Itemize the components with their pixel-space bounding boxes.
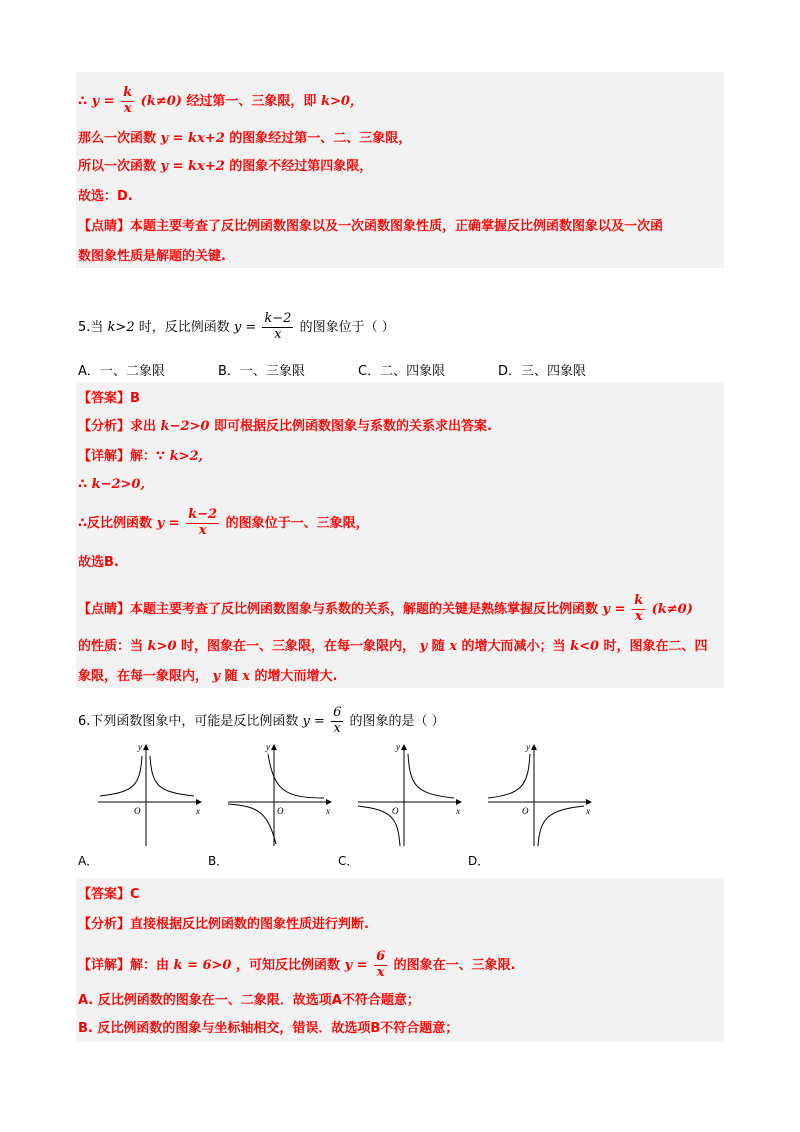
x-axis-arrow: [196, 799, 202, 805]
math-inequality: k<0: [570, 639, 600, 654]
q6-graph-c-label: C．: [338, 854, 359, 868]
q6-stem: [78, 706, 445, 737]
therefore-symbol: ∴: [78, 93, 88, 109]
q6-graph-d-label: D．: [468, 854, 490, 868]
q4-note-line2: 数图象性质是解题的关键.: [78, 249, 226, 264]
fraction-k-minus-2-over-x: [262, 312, 293, 343]
math-condition: k>2: [107, 319, 135, 335]
text: 【详解】解：∵: [78, 449, 166, 464]
q4-choice: 故选：D.: [78, 189, 133, 204]
text: 时，图象在二、四: [603, 639, 708, 654]
text: ∴反比例函数: [78, 515, 153, 531]
axis-label-x: x: [196, 806, 200, 816]
axis-label-x: x: [326, 806, 330, 816]
q6-graph-c[interactable]: [354, 742, 466, 850]
fraction-denominator: x: [198, 522, 207, 538]
q5-option-d[interactable]: D．三、四象限: [498, 364, 587, 379]
y-axis-arrow: [271, 744, 277, 750]
fraction-denominator: x: [333, 720, 341, 736]
origin-label: O: [522, 806, 529, 816]
curve-q2: [488, 754, 530, 798]
fraction-denominator: x: [274, 326, 282, 342]
x-axis-arrow: [456, 799, 462, 805]
text: 的增大而减小；当: [461, 639, 566, 654]
text: 6.下列函数图象中，可能是反比例函数: [78, 713, 299, 729]
math-y-eq: y =: [156, 515, 180, 531]
axis-label-y: y: [526, 742, 530, 752]
axis-label-x: x: [586, 806, 590, 816]
text: ，可知反比例函数: [236, 957, 341, 973]
q4-step-not-fourth: [78, 160, 372, 173]
math-condition: (k≠0): [140, 93, 182, 109]
origin-label: O: [277, 806, 284, 816]
text: 那么一次函数: [78, 131, 157, 146]
axis-label-x: x: [456, 806, 460, 816]
text: 象限，在每一象限内，: [78, 669, 209, 684]
q5-detail: [78, 450, 203, 463]
text: 【详解】解：由: [78, 957, 170, 973]
curve-q1: [150, 756, 194, 796]
q5-note-line3: [78, 670, 337, 683]
fraction-numerator: 6: [376, 949, 386, 964]
fraction-denominator: x: [123, 100, 132, 116]
q5-option-a[interactable]: A．一、二象限: [78, 364, 165, 379]
curve-q2: [100, 756, 142, 796]
y-axis-arrow: [531, 744, 537, 750]
math-y-eq: y =: [602, 601, 626, 617]
text: 的图象位于一、三象限，: [225, 515, 369, 531]
origin-label: O: [134, 806, 141, 816]
q6-answer: 【答案】C: [78, 887, 140, 902]
text: 时，图象在一、三象限，在每一象限内，: [181, 639, 416, 654]
x-axis-arrow: [326, 799, 332, 805]
fraction-numerator: 6: [333, 705, 342, 720]
text: 的图象的是（ ）: [349, 713, 445, 729]
y-axis-arrow: [401, 744, 407, 750]
text: 的增大而增大.: [254, 669, 338, 684]
axis-label-y: y: [266, 742, 270, 752]
math-var-y: y: [419, 639, 428, 654]
math-linear-function: y = kx+2: [160, 131, 225, 146]
math-inequality: k>2,: [169, 449, 204, 464]
text: 时，反比例函数: [138, 319, 230, 335]
q6-graph-a[interactable]: [94, 742, 206, 850]
fraction-6-over-x: [374, 950, 387, 981]
axis-label-y: y: [396, 742, 400, 752]
math-condition: (k≠0): [651, 601, 693, 617]
curve-q1: [408, 754, 454, 798]
fraction-6-over-x: [331, 706, 343, 737]
math-y-eq: y =: [344, 957, 368, 973]
fraction-numerator: k−2: [188, 507, 218, 522]
math-linear-function: y = kx+2: [160, 159, 225, 174]
q6-graph-a-label: A．: [78, 854, 99, 868]
q4-note-line1: 【点睛】本题主要考查了反比例函数图象以及一次函数图象性质，正确掌握反比例函数图象以及一次函: [78, 219, 664, 234]
q5-choice: 故选B.: [78, 555, 119, 570]
text: 的图象不经过第四象限，: [229, 159, 373, 174]
q6-detail: [78, 950, 516, 981]
math-k-positive: k>0，: [320, 93, 363, 109]
math-inequality: k−2>0,: [91, 477, 145, 492]
origin-label: O: [392, 806, 399, 816]
x-axis-arrow: [586, 799, 592, 805]
text: 5.当: [78, 319, 104, 335]
math-y-eq: y =: [233, 319, 257, 335]
fraction-numerator: k−2: [264, 311, 292, 326]
y-axis-arrow: [143, 744, 149, 750]
axis-label-y: y: [138, 742, 142, 752]
fraction-numerator: k: [634, 593, 644, 608]
text: 的图象在一、三象限.: [393, 957, 516, 973]
q5-option-b[interactable]: B．一、三象限: [218, 364, 305, 379]
therefore-symbol: ∴: [78, 477, 88, 492]
q6-analysis: 【分析】直接根据反比例函数的图象性质进行判断.: [78, 917, 369, 932]
curve-lower: [228, 804, 276, 844]
q4-step-linear-quadrants: [78, 132, 411, 145]
text: 随: [224, 669, 238, 684]
math-y-eq: y =: [91, 93, 115, 109]
text: 即可根据反比例函数图象与系数的关系求出答案.: [213, 419, 492, 434]
math-var-y: y: [212, 669, 221, 684]
text: 随: [431, 639, 445, 654]
text: 经过第一、三象限，即: [186, 93, 317, 109]
q5-note-line1: [78, 594, 693, 625]
math-k-value: k = 6>0: [173, 957, 232, 973]
curve-upper: [268, 754, 324, 798]
fraction-numerator: k: [123, 85, 133, 100]
fraction-k-over-x: [632, 594, 645, 625]
q6-graph-d[interactable]: [484, 742, 596, 850]
math-y-eq: y =: [302, 713, 325, 729]
math-var-x: x: [449, 639, 457, 654]
math-var-x: x: [242, 669, 250, 684]
math-inequality: k−2>0: [160, 419, 210, 434]
q5-note-line2: [78, 640, 708, 653]
fraction-denominator: x: [376, 964, 385, 980]
q6-graph-b[interactable]: [224, 742, 336, 850]
math-inequality: k>0: [147, 639, 177, 654]
q6-graph-b-label: B．: [208, 854, 229, 868]
fraction-denominator: x: [634, 608, 643, 624]
q6-option-a-explanation: A. 反比例函数的图象在一、二象限．故选项A不符合题意；: [78, 993, 420, 1008]
curve-q4: [538, 806, 584, 846]
text: 的图象经过第一、二、三象限，: [229, 131, 412, 146]
text: 所以一次函数: [78, 159, 157, 174]
q5-stem: [78, 312, 395, 343]
q4-step-therefore: [78, 86, 363, 117]
q5-step1: [78, 478, 145, 491]
fraction-k-minus-2-over-x: [186, 508, 219, 539]
q5-answer: 【答案】B: [78, 391, 140, 406]
fraction-k-over-x: [121, 86, 134, 117]
text: 的性质：当: [78, 639, 144, 654]
q5-analysis: [78, 420, 492, 433]
text: 的图象位于（ ）: [299, 319, 395, 335]
q6-option-b-explanation: B. 反比例函数的图象与坐标轴相交，错误．故选项B不符合题意；: [78, 1021, 459, 1036]
q5-option-c[interactable]: C．二、四象限: [358, 364, 446, 379]
text: 【分析】求出: [78, 419, 157, 434]
q5-step2: [78, 508, 369, 539]
text: 【点睛】本题主要考查了反比例函数图象与系数的关系，解题的关键是熟练掌握反比例函数: [78, 601, 599, 617]
